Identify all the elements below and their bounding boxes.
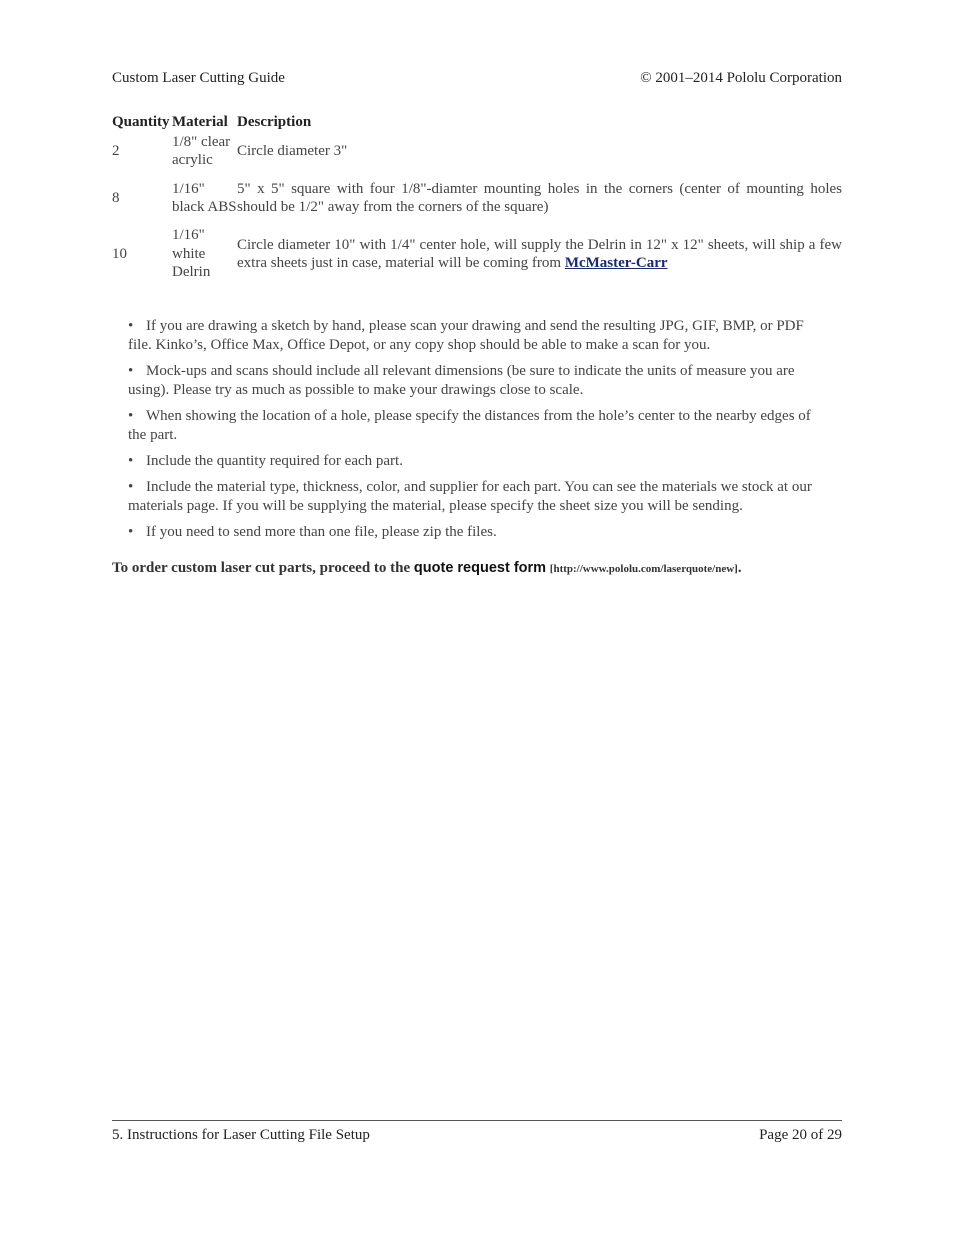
bullet-icon: •: [128, 453, 134, 469]
footer-divider: [112, 1120, 842, 1121]
table-row: [112, 170, 842, 226]
column-header-description: Description: [237, 113, 312, 130]
list-item-text: If you need to send more than one file, please zip the files.: [146, 524, 497, 540]
order-instructions: [112, 560, 842, 577]
header-copyright: © 2001–2014 Pololu Corporation: [640, 70, 842, 86]
table-header-row: [112, 112, 842, 132]
column-header-material: Material: [172, 113, 228, 130]
description-cell: [237, 226, 842, 282]
quantity-cell: 8: [112, 189, 120, 206]
parts-table: [112, 112, 842, 282]
page-footer: [112, 1127, 842, 1144]
list-item: [112, 407, 828, 445]
header-title: Custom Laser Cutting Guide: [112, 70, 285, 86]
list-item: [112, 478, 828, 516]
material-cell: 1/16" black ABS: [172, 180, 237, 215]
bullet-icon: •: [128, 318, 134, 334]
description-text: Circle diameter 10" with 1/4" center hole, will supply the Delrin in 12" x 12" sheets, will ship a few extra sheets just in case, material will be coming from: [237, 236, 842, 271]
bullet-icon: •: [128, 479, 134, 495]
footer-section-title: 5. Instructions for Laser Cutting File Setup: [112, 1127, 370, 1143]
quantity-cell: 10: [112, 245, 127, 262]
bullet-icon: •: [128, 408, 134, 424]
bullet-icon: •: [128, 524, 134, 540]
table-row: [112, 226, 842, 282]
quantity-cell: 2: [112, 142, 120, 159]
document-page: [112, 0, 842, 1235]
list-item: [112, 362, 828, 400]
quote-request-url: [http://www.pololu.com/laserquote/new]: [549, 563, 738, 575]
description-cell: Circle diameter 3": [237, 142, 348, 159]
list-item-text: If you are drawing a sketch by hand, please scan your drawing and send the resulting JPG, GIF, BMP, or PDF file. Kinko’s, Office Max, Office Depot, or any copy shop should be able to make a scan for you.: [128, 318, 804, 353]
list-item-text: Include the quantity required for each part.: [146, 453, 403, 469]
list-item-text: Include the material type, thickness, color, and supplier for each part. You can see the materials we stock at our materials page. If you will be supplying the material, please specify the sheet size you will be sending.: [128, 479, 812, 514]
list-item: [112, 317, 828, 355]
mcmaster-carr-link[interactable]: McMaster-Carr: [564, 255, 668, 271]
footer-page-number: Page 20 of 29: [759, 1127, 842, 1143]
material-cell: 1/16" white Delrin: [172, 227, 211, 281]
list-item-text: Mock-ups and scans should include all relevant dimensions (be sure to indicate the units of measure you are using). Please try as much as possible to make your drawings close to scale.: [128, 363, 795, 398]
list-item: [112, 452, 828, 471]
quote-request-form-link[interactable]: quote request form: [413, 560, 547, 576]
list-item: [112, 523, 828, 542]
material-cell: 1/8" clear acrylic: [172, 133, 231, 168]
description-cell: 5" x 5" square with four 1/8"-diamter mounting holes in the corners (center of mounting holes should be 1/2" away from the corners of the square): [237, 180, 842, 215]
page-header: [112, 70, 842, 87]
bullet-icon: •: [128, 363, 134, 379]
order-prefix: To order custom laser cut parts, proceed to the: [112, 560, 414, 576]
list-item-text: When showing the location of a hole, please specify the distances from the hole’s center to the nearby edges of the part.: [128, 408, 811, 443]
order-suffix: .: [737, 560, 742, 576]
column-header-quantity: Quantity: [112, 113, 170, 130]
guidelines-list: [112, 317, 828, 549]
table-row: [112, 132, 842, 170]
